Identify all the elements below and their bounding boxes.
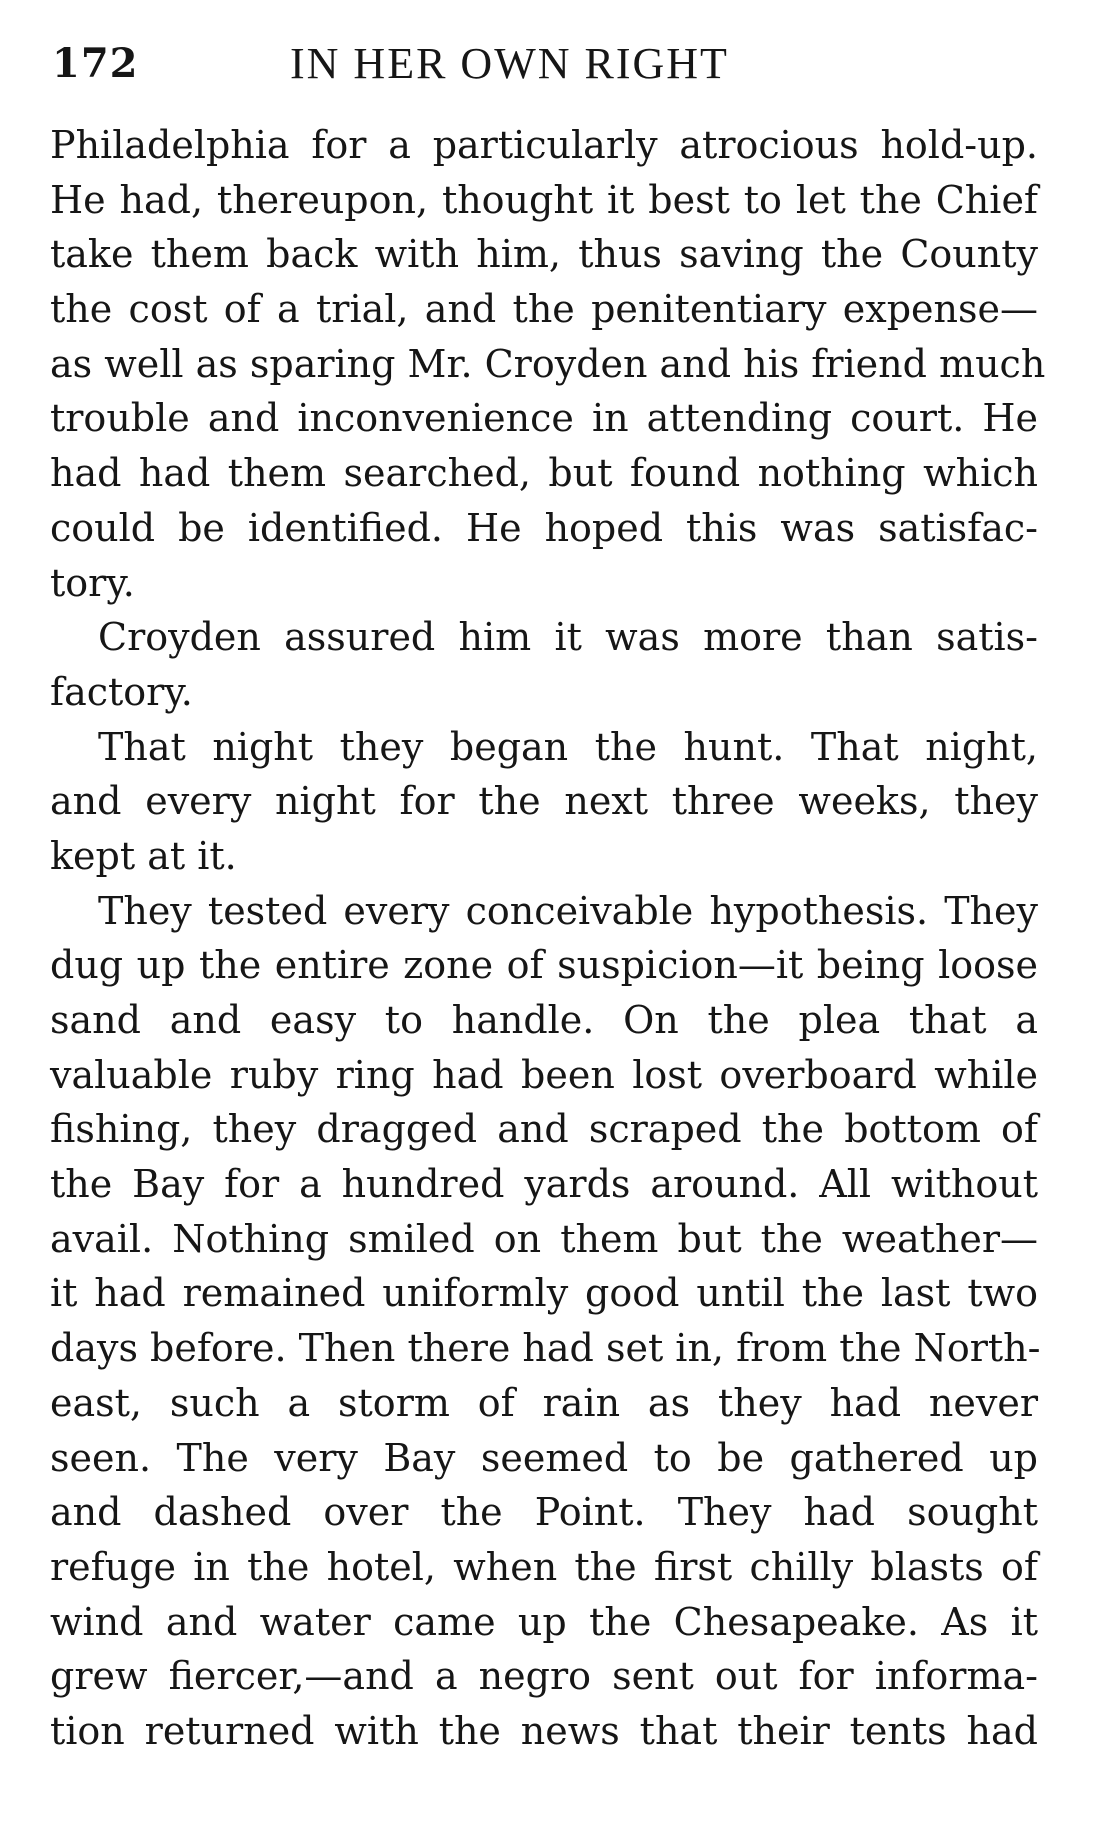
text-line: it had remained uniformly good until the last two [50, 1271, 1038, 1316]
text-line: sand and easy to handle. On the plea that a [50, 998, 1038, 1042]
text-line: and dashed over the Point. They had sought [50, 1490, 1038, 1535]
text-line: the Bay for a hundred yards around. All without [50, 1162, 1038, 1207]
text-line: dug up the entire zone of suspicion—it being loose [50, 943, 1038, 988]
text-line: tion returned with the news that their tents had [50, 1708, 1038, 1753]
running-title: IN HER OWN RIGHT [290, 39, 729, 88]
page-header [52, 34, 1052, 94]
text-line: factory. [50, 669, 193, 714]
text-line: east, such a storm of rain as they had never [50, 1380, 1038, 1425]
text-line: He had, thereupon, thought it best to let the Chief [50, 177, 1038, 222]
text-line: seen. The very Bay seemed to be gathered up [50, 1435, 1038, 1480]
text-line: days before. Then there had set in, from the North- [50, 1326, 1041, 1371]
text-line: trouble and inconvenience in attending court. He [50, 396, 1038, 441]
text-line: the cost of a trial, and the penitentiary expense— [50, 287, 1038, 332]
text-line: That night they began the hunt. That night, [98, 724, 1038, 769]
text-line: valuable ruby ring had been lost overboard while [50, 1052, 1038, 1097]
text-line: refuge in the hotel, when the first chilly blasts of [50, 1544, 1038, 1589]
text-line: Philadelphia for a particularly atrocious hold-up. [50, 123, 1038, 167]
page-number: 172 [52, 40, 139, 87]
text-line: kept at it. [50, 833, 237, 878]
text-line: as well as sparing Mr. Croyden and his friend much [50, 341, 1046, 386]
text-line: take them back with him, thus saving the County [50, 232, 1038, 277]
text-line: wind and water came up the Chesapeake. As it [50, 1599, 1038, 1644]
text-line: tory. [50, 560, 135, 605]
text-line: They tested every conceivable hypothesis. They [98, 888, 1038, 933]
text-line: fishing, they dragged and scraped the bottom of [50, 1107, 1038, 1152]
body-text [50, 118, 1046, 1759]
text-line: and every night for the next three weeks, they [50, 779, 1038, 824]
text-line: avail. Nothing smiled on them but the weather— [50, 1216, 1038, 1261]
text-line: could be identified. He hoped this was satisfac- [50, 505, 1038, 550]
text-line: Croyden assured him it was more than satis- [98, 615, 1038, 660]
text-line: had had them searched, but found nothing which [50, 451, 1038, 496]
text-line: grew fiercer,—and a negro sent out for informa- [50, 1654, 1038, 1699]
